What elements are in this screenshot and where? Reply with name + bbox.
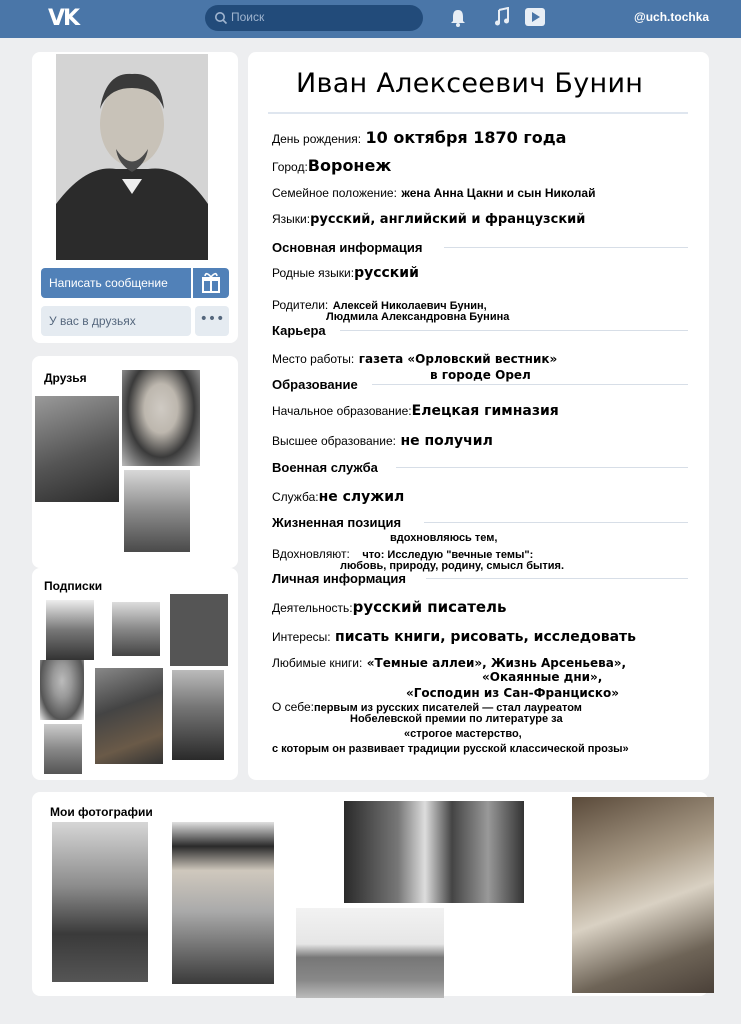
music-icon[interactable] — [494, 7, 510, 27]
native-language-label: Родные языки: — [272, 266, 355, 280]
gift-button[interactable] — [193, 268, 229, 298]
search-input[interactable] — [205, 5, 423, 31]
subscription-photo[interactable] — [40, 660, 84, 720]
city-value[interactable]: Воронеж — [307, 156, 392, 175]
gallery-photo[interactable] — [572, 797, 714, 993]
subscription-photo[interactable] — [172, 670, 224, 760]
divider — [340, 330, 688, 331]
section-personal: Личная информация — [272, 571, 406, 586]
divider — [396, 467, 688, 468]
books-value-3: «Господин из Сан-Франциско» — [406, 686, 620, 700]
parents-value-2: Людмила Александровна Бунина — [326, 311, 510, 323]
interests-value: писать книги, рисовать, исследовать — [335, 629, 636, 645]
section-main-info: Основная информация — [272, 240, 423, 255]
native-language-value: русский — [354, 265, 419, 281]
friends-title[interactable]: Друзья — [44, 371, 87, 385]
video-icon[interactable] — [524, 7, 546, 27]
subscriptions-title[interactable]: Подписки — [44, 579, 103, 593]
search-placeholder: Поиск — [231, 10, 265, 24]
primary-education-value[interactable]: Елецкая гимназия — [411, 403, 559, 419]
service-value: не служил — [318, 489, 405, 505]
work-value-2: в городе Орел — [430, 368, 531, 382]
parents-value-1: Алексей Николаевич Бунин, — [332, 300, 487, 312]
work-label: Место работы: — [272, 352, 355, 366]
about-value-1: первым из русских писателей — стал лауреатом — [313, 702, 582, 714]
higher-education-value: не получил — [400, 433, 493, 449]
birthday-label: День рождения: — [272, 132, 362, 146]
subscription-photo[interactable] — [44, 724, 82, 774]
languages-label: Языки: — [272, 212, 311, 226]
username[interactable]: @uch.tochka — [634, 10, 710, 24]
interests-label: Интересы: — [272, 630, 331, 644]
friends-status-button[interactable]: У вас в друзьях — [41, 306, 191, 336]
friend-photo[interactable] — [122, 370, 200, 466]
family-label: Семейное положение: — [272, 186, 397, 200]
parents-label: Родители: — [272, 298, 329, 312]
divider — [372, 384, 688, 385]
work-value-1: газета «Орловский вестник» — [358, 352, 558, 366]
primary-education-label: Начальное образование: — [272, 404, 412, 418]
divider — [426, 578, 688, 579]
vk-logo[interactable]: VK — [48, 6, 79, 31]
subscription-photo[interactable] — [95, 668, 163, 764]
activity-label: Деятельность: — [272, 601, 353, 615]
subscription-photo[interactable] — [46, 600, 94, 660]
bell-icon[interactable] — [450, 8, 466, 28]
gift-icon — [193, 268, 229, 298]
section-education: Образование — [272, 377, 358, 392]
more-button[interactable]: ••• — [195, 306, 229, 336]
about-value-4: с которым он развивает традиции русской классической прозы» — [272, 743, 629, 755]
higher-education-label: Высшее образование: — [272, 434, 396, 448]
service-label: Служба: — [272, 490, 319, 504]
about-value-3: «строгое мастерство, — [404, 728, 522, 740]
activity-value: русский писатель — [352, 598, 507, 616]
books-value-1: «Темные аллеи», Жизнь Арсеньева», — [366, 656, 627, 670]
section-career: Карьера — [272, 323, 326, 338]
inspire-value-2: что: Исследую "вечные темы": — [362, 549, 534, 561]
inspire-value-3: любовь, природу, родину, смысл бытия. — [340, 560, 565, 572]
city-label: Город: — [272, 160, 308, 174]
about-value-2: Нобелевской премии по литературе за — [350, 713, 563, 725]
profile-photo[interactable] — [56, 54, 208, 260]
divider — [424, 522, 688, 523]
gallery-photo[interactable] — [344, 801, 524, 903]
about-label: О себе: — [272, 700, 314, 714]
books-value-2: «Окаянные дни», — [482, 670, 603, 684]
books-label: Любимые книги: — [272, 656, 363, 670]
family-value: жена Анна Цакни и сын Николай — [401, 186, 596, 200]
send-message-button[interactable]: Написать сообщение — [41, 268, 191, 298]
top-bar — [0, 0, 741, 38]
photos-title[interactable]: Мои фотографии — [50, 805, 153, 819]
languages-value: русский, английский и французский — [310, 212, 586, 227]
section-life-position: Жизненная позиция — [272, 515, 402, 530]
subscription-photo[interactable] — [170, 594, 228, 666]
gallery-photo[interactable] — [52, 822, 148, 982]
section-military: Военная служба — [272, 460, 378, 475]
friend-photo[interactable] — [35, 396, 119, 502]
gallery-photo[interactable] — [296, 908, 444, 998]
birthday-value: 10 октября 1870 года — [365, 128, 567, 147]
subscription-photo[interactable] — [112, 602, 160, 656]
gallery-photo[interactable] — [172, 822, 274, 984]
divider — [444, 247, 688, 248]
divider — [268, 112, 688, 114]
search-icon — [214, 11, 228, 25]
inspire-value-1: вдохновляюсь тем, — [390, 532, 498, 544]
friend-photo[interactable] — [124, 470, 190, 552]
page-title: Иван Алексеевич Бунин — [296, 68, 644, 99]
inspire-label: Вдохновляют: — [272, 547, 350, 561]
